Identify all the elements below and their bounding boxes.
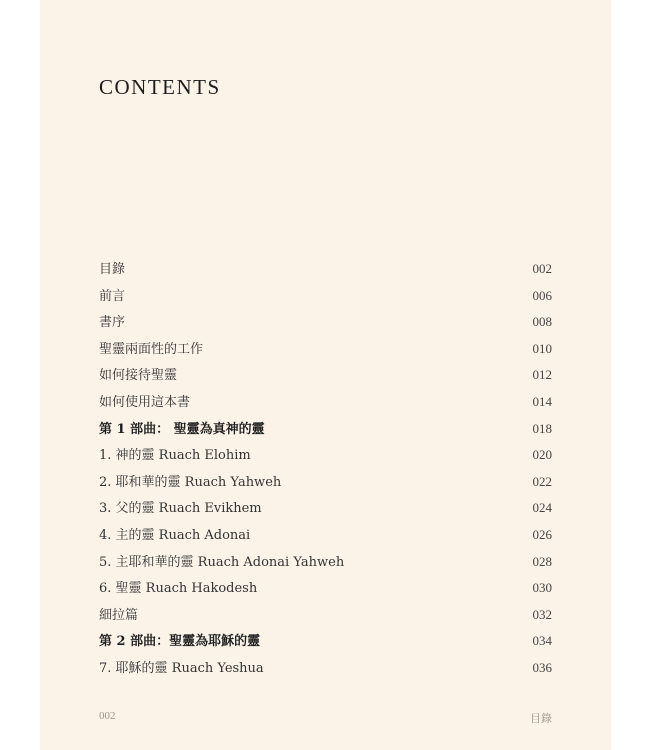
- toc-entry-page: 008: [532, 314, 552, 330]
- toc-entry-title: 3. 父的靈 Ruach Evikhem: [99, 501, 262, 517]
- footer-page-number: 002: [99, 710, 116, 722]
- toc-entry-title: 細拉篇: [99, 607, 139, 623]
- toc-entry-page: 020: [532, 447, 552, 463]
- toc-entry-title: 前言: [99, 288, 126, 304]
- toc-entry-page: 010: [532, 340, 552, 356]
- toc-entry-title: 6. 聖靈 Ruach Hakodesh: [99, 581, 258, 597]
- toc-entry-page: 030: [532, 580, 552, 596]
- toc-entry[interactable]: [99, 522, 552, 549]
- toc-entry[interactable]: [99, 575, 552, 602]
- toc-entry-page: 002: [532, 261, 552, 276]
- toc-part-heading[interactable]: [99, 416, 552, 443]
- toc-entry-title: 目錄: [99, 262, 126, 277]
- toc-entry[interactable]: [99, 283, 552, 310]
- toc-entry-title: 2. 耶和華的靈 Ruach Yahweh: [99, 474, 282, 490]
- toc-entry[interactable]: [99, 389, 552, 416]
- toc-entry-title: 5. 主耶和華的靈 Ruach Adonai Yahweh: [99, 554, 345, 570]
- toc-entry-title: 第 1 部曲： 聖靈為真神的靈: [99, 421, 265, 437]
- toc-entry-page: 028: [532, 553, 552, 569]
- toc-entry-title: 如何接待聖靈: [99, 368, 178, 384]
- toc-entry-title: 4. 主的靈 Ruach Adonai: [99, 527, 251, 543]
- toc-entry-page: 018: [532, 420, 552, 436]
- toc-entry[interactable]: [99, 442, 552, 469]
- toc-entry[interactable]: [99, 602, 552, 629]
- toc-entry[interactable]: [99, 655, 552, 682]
- toc-entry[interactable]: [99, 362, 552, 389]
- toc-entry[interactable]: [99, 336, 552, 363]
- toc-entry-title: 第 2 部曲：聖靈為耶穌的靈: [99, 634, 261, 650]
- toc-entry[interactable]: [99, 469, 552, 496]
- contents-heading: CONTENTS: [99, 75, 221, 99]
- toc-entry-title: 聖靈兩面性的工作: [99, 341, 204, 357]
- toc-entry-page: 032: [532, 606, 552, 622]
- table-of-contents: [99, 256, 552, 682]
- book-page: [40, 0, 611, 750]
- toc-entry[interactable]: [99, 309, 552, 336]
- toc-entry[interactable]: [99, 256, 552, 283]
- toc-entry-page: 024: [532, 500, 552, 516]
- footer-section-title: 目錄: [530, 712, 552, 725]
- toc-entry-page: 006: [532, 287, 552, 303]
- toc-entry-page: 036: [532, 659, 552, 675]
- toc-entry-title: 7. 耶穌的靈 Ruach Yeshua: [99, 660, 264, 676]
- toc-part-heading[interactable]: [99, 628, 552, 655]
- toc-entry-page: 034: [532, 633, 552, 649]
- toc-entry-page: 022: [532, 473, 552, 489]
- toc-entry-title: 如何使用這本書: [99, 394, 191, 410]
- toc-entry-page: 026: [532, 526, 552, 542]
- toc-entry-title: 1. 神的靈 Ruach Elohim: [99, 448, 251, 464]
- toc-entry-title: 書序: [99, 315, 126, 331]
- toc-entry[interactable]: [99, 495, 552, 522]
- toc-entry-page: 012: [532, 367, 552, 383]
- toc-entry[interactable]: [99, 549, 552, 576]
- toc-entry-page: 014: [532, 393, 552, 409]
